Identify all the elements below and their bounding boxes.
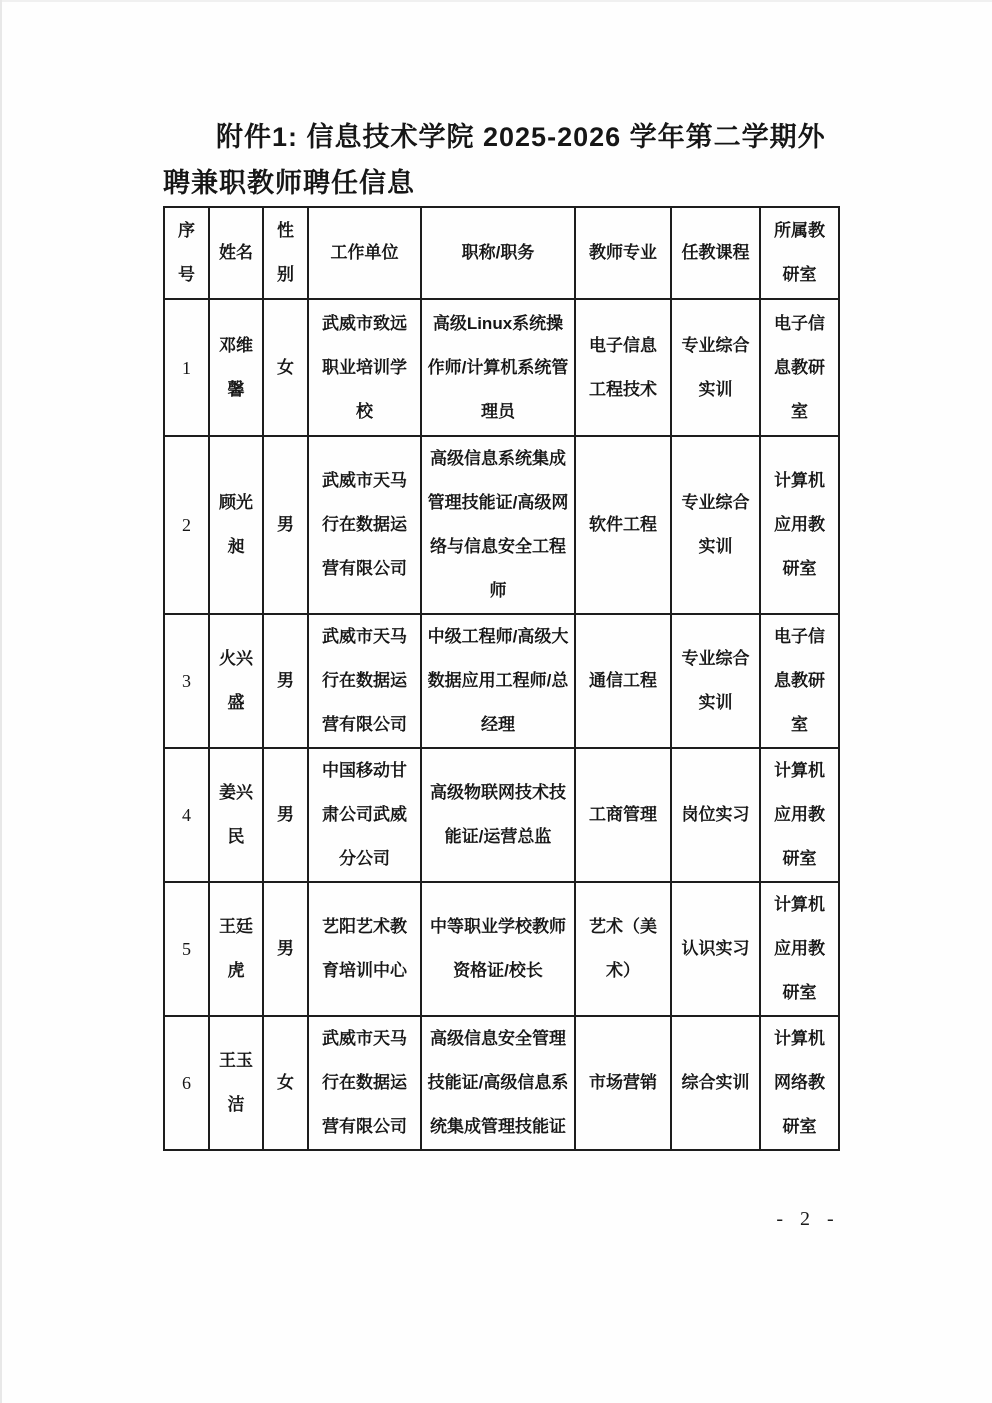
cell-major: 艺术（美术） xyxy=(575,882,671,1016)
cell-serial: 5 xyxy=(164,882,209,1016)
cell-course: 专业综合实训 xyxy=(671,436,760,614)
cell-title: 高级物联网技术技能证/运营总监 xyxy=(421,748,575,882)
cell-office: 计算机应用教研室 xyxy=(760,436,839,614)
table-row xyxy=(164,436,839,614)
cell-office: 电子信息教研室 xyxy=(760,614,839,748)
table-row xyxy=(164,1016,839,1150)
cell-office: 计算机应用教研室 xyxy=(760,882,839,1016)
cell-course: 专业综合实训 xyxy=(671,299,760,436)
header-major: 教师专业 xyxy=(575,207,671,299)
cell-course: 综合实训 xyxy=(671,1016,760,1150)
cell-major: 工商管理 xyxy=(575,748,671,882)
cell-gender: 男 xyxy=(263,436,308,614)
attachment-title: 附件1: 信息技术学院 2025-2026 学年第二学期外聘兼职教师聘任信息 xyxy=(163,122,826,198)
header-office: 所属教研室 xyxy=(760,207,839,299)
header-name: 姓名 xyxy=(209,207,263,299)
cell-name: 火兴盛 xyxy=(209,614,263,748)
cell-employer: 中国移动甘肃公司武威分公司 xyxy=(308,748,421,882)
table-row xyxy=(164,882,839,1016)
cell-course: 专业综合实训 xyxy=(671,614,760,748)
cell-gender: 女 xyxy=(263,1016,308,1150)
cell-major: 通信工程 xyxy=(575,614,671,748)
cell-name: 王玉洁 xyxy=(209,1016,263,1150)
page-number: - 2 - xyxy=(776,1208,840,1230)
cell-name: 王廷虎 xyxy=(209,882,263,1016)
header-course: 任教课程 xyxy=(671,207,760,299)
cell-name: 顾光昶 xyxy=(209,436,263,614)
cell-major: 市场营销 xyxy=(575,1016,671,1150)
cell-serial: 1 xyxy=(164,299,209,436)
cell-serial: 2 xyxy=(164,436,209,614)
cell-employer: 武威市致远职业培训学校 xyxy=(308,299,421,436)
cell-name: 邓维馨 xyxy=(209,299,263,436)
scan-edge-top xyxy=(0,0,992,2)
cell-gender: 男 xyxy=(263,748,308,882)
table-row xyxy=(164,299,839,436)
cell-major: 电子信息工程技术 xyxy=(575,299,671,436)
cell-gender: 男 xyxy=(263,614,308,748)
cell-office: 计算机网络教研室 xyxy=(760,1016,839,1150)
cell-employer: 武威市天马行在数据运营有限公司 xyxy=(308,436,421,614)
cell-office: 计算机应用教研室 xyxy=(760,748,839,882)
header-employer: 工作单位 xyxy=(308,207,421,299)
cell-course: 认识实习 xyxy=(671,882,760,1016)
cell-office: 电子信息教研室 xyxy=(760,299,839,436)
scan-edge-left xyxy=(0,0,2,1403)
cell-title: 中级工程师/高级大数据应用工程师/总经理 xyxy=(421,614,575,748)
cell-serial: 4 xyxy=(164,748,209,882)
table-row xyxy=(164,614,839,748)
table-header-row xyxy=(164,207,839,299)
cell-major: 软件工程 xyxy=(575,436,671,614)
cell-course: 岗位实习 xyxy=(671,748,760,882)
cell-title: 高级信息安全管理技能证/高级信息系统集成管理技能证 xyxy=(421,1016,575,1150)
cell-serial: 3 xyxy=(164,614,209,748)
external-teacher-table xyxy=(163,206,840,1151)
cell-employer: 艺阳艺术教育培训中心 xyxy=(308,882,421,1016)
cell-employer: 武威市天马行在数据运营有限公司 xyxy=(308,1016,421,1150)
header-title: 职称/职务 xyxy=(421,207,575,299)
header-gender: 性别 xyxy=(263,207,308,299)
cell-serial: 6 xyxy=(164,1016,209,1150)
cell-gender: 男 xyxy=(263,882,308,1016)
cell-title: 高级信息系统集成管理技能证/高级网络与信息安全工程师 xyxy=(421,436,575,614)
cell-title: 中等职业学校教师资格证/校长 xyxy=(421,882,575,1016)
cell-name: 姜兴民 xyxy=(209,748,263,882)
cell-gender: 女 xyxy=(263,299,308,436)
cell-title: 高级Linux系统操作师/计算机系统管理员 xyxy=(421,299,575,436)
header-serial: 序号 xyxy=(164,207,209,299)
table-row xyxy=(164,748,839,882)
cell-employer: 武威市天马行在数据运营有限公司 xyxy=(308,614,421,748)
